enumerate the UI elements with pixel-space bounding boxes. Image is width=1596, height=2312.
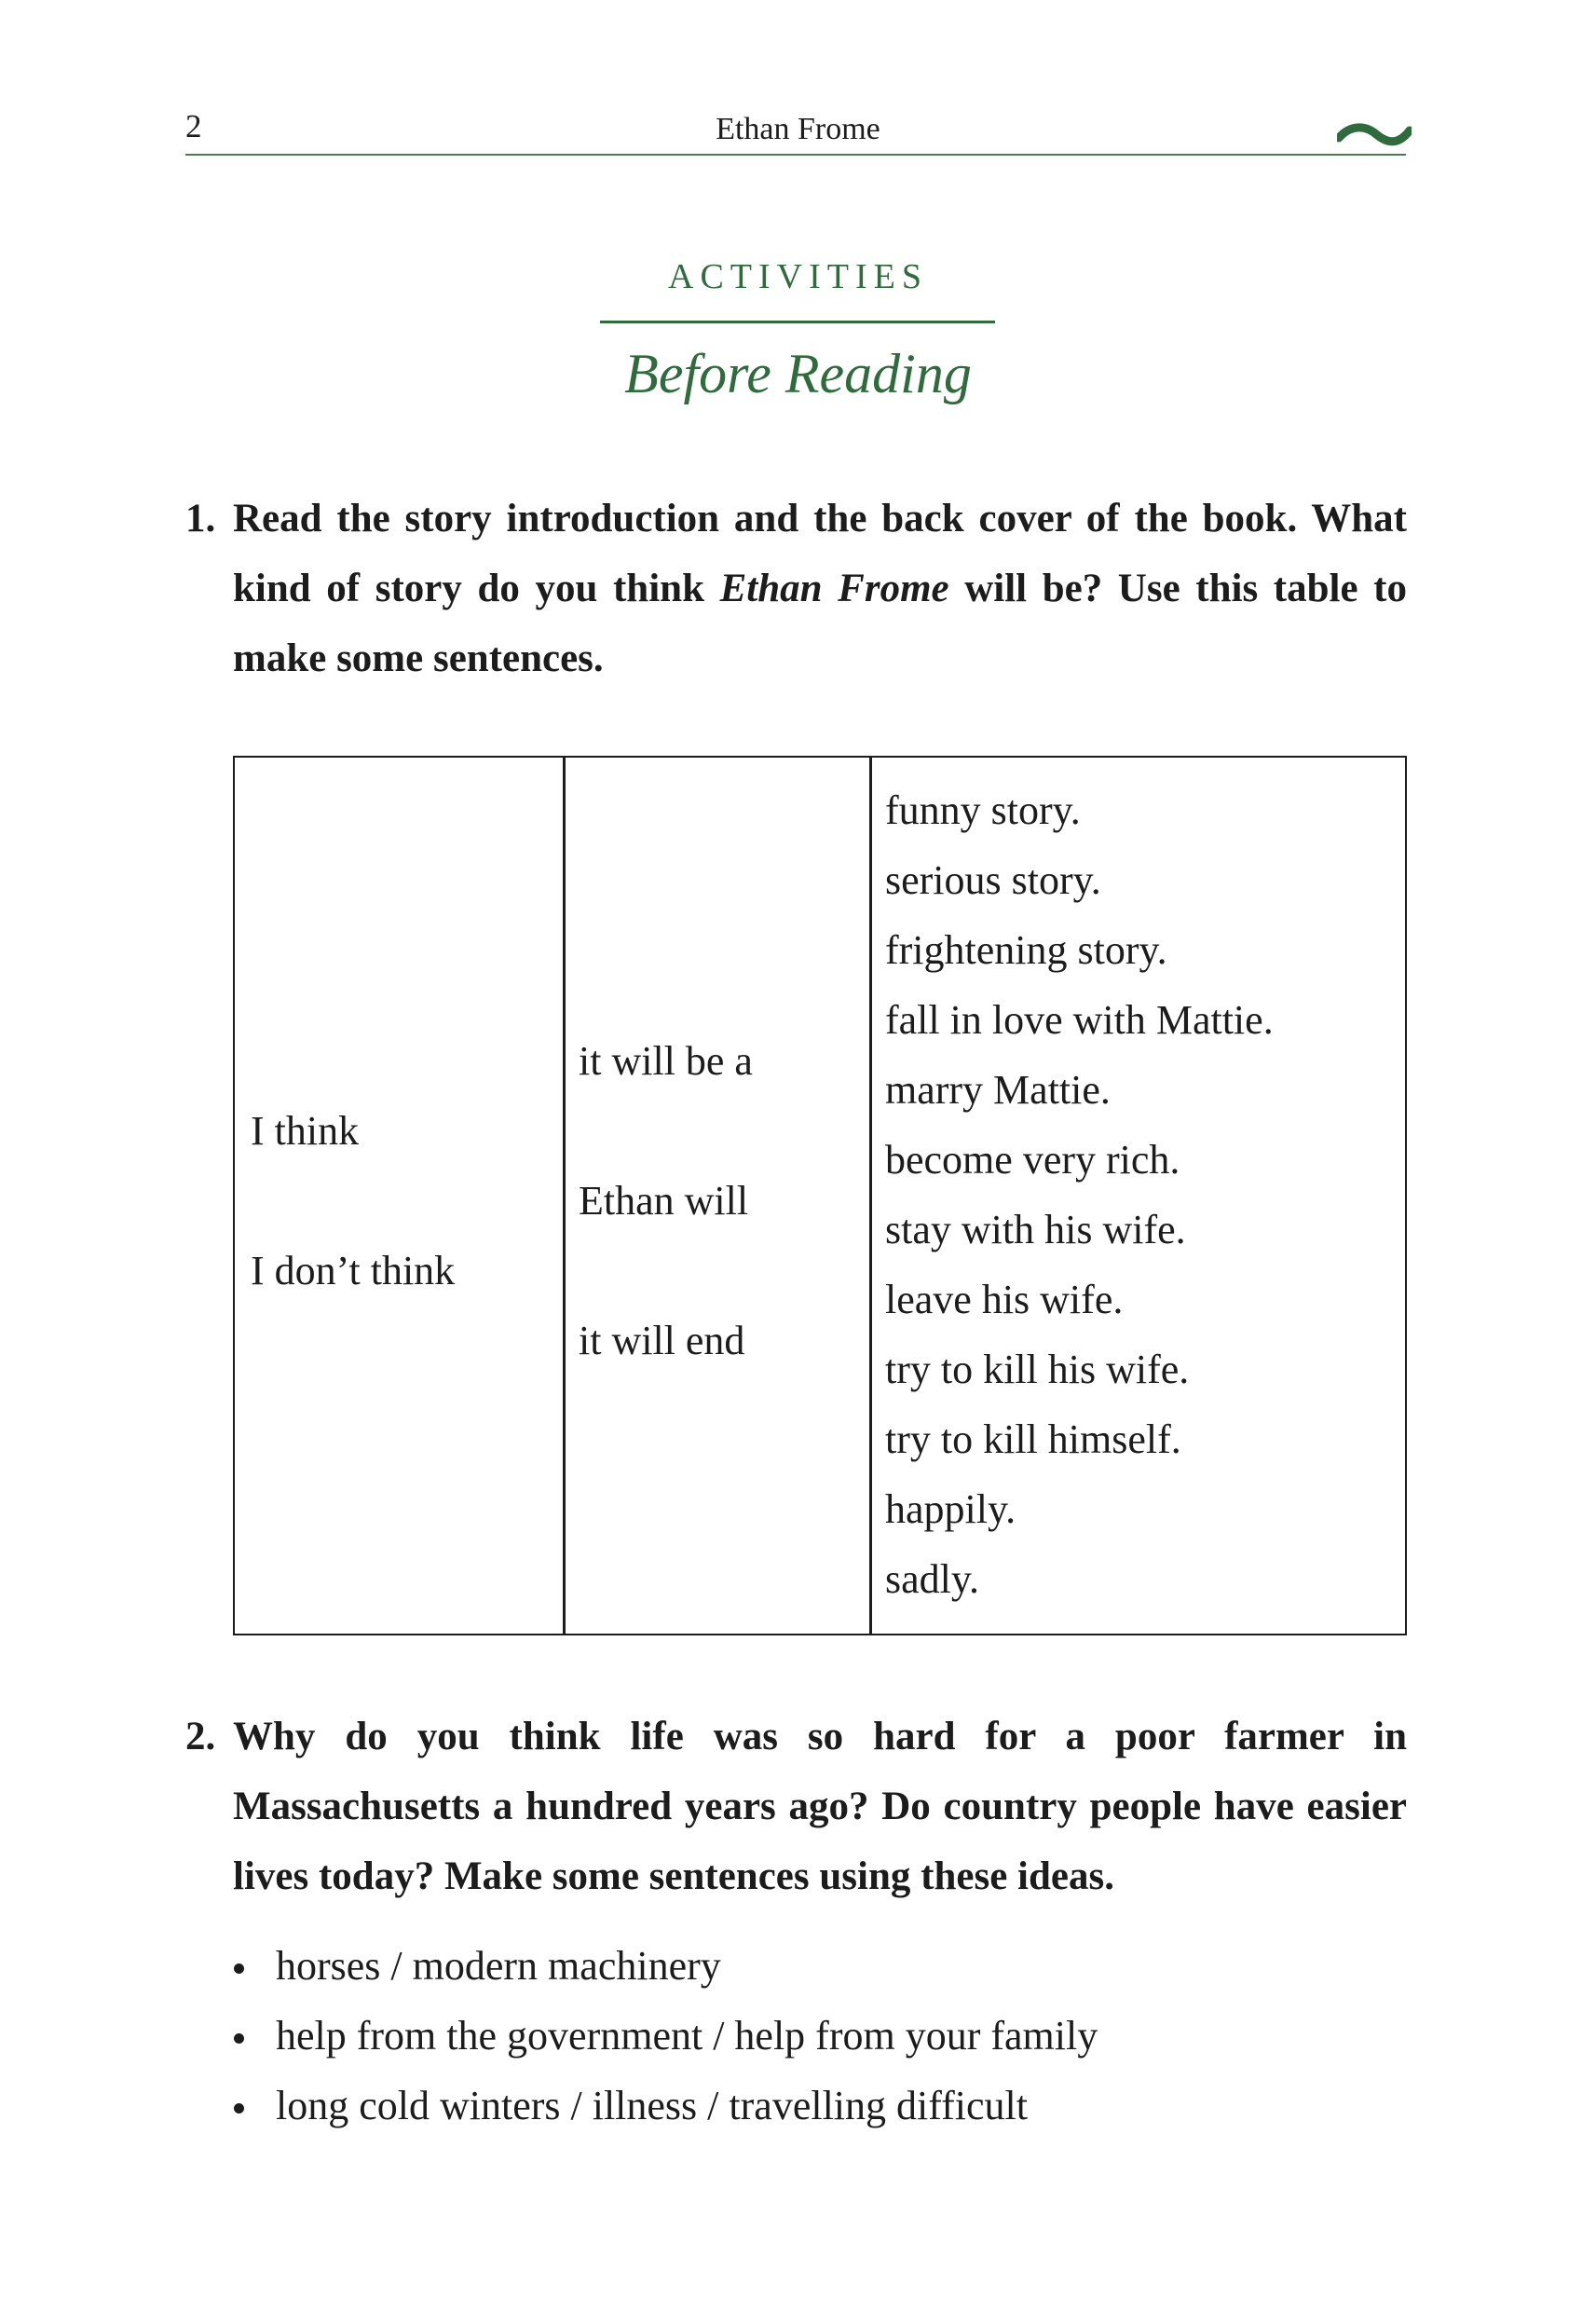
table-cell-ending: become very rich. [885, 1137, 1180, 1183]
bullet-icon [234, 2103, 244, 2114]
list-item [232, 2071, 1098, 2141]
table-cell-opinion: I don’t think [251, 1248, 456, 1293]
table-cell-ending: sadly. [885, 1556, 980, 1602]
table-cell-ending: funny story. [885, 787, 1081, 833]
table-cell-ending: fall in love with Mattie. [885, 997, 1274, 1043]
table-cell-subject: it will end [579, 1318, 745, 1363]
bullet-icon [234, 1963, 244, 1974]
wave-icon [1337, 119, 1412, 151]
idea-text: horses / modern machinery [276, 1943, 721, 1989]
question-1 [185, 484, 1407, 693]
table-cell-ending: frightening story. [885, 927, 1167, 973]
header-rule [185, 154, 1406, 156]
list-item [232, 1931, 1098, 2001]
section-heading: ACTIVITIES [668, 257, 928, 296]
bullet-icon [234, 2033, 244, 2044]
list-item [232, 2001, 1098, 2071]
question-2 [185, 1702, 1407, 1911]
ideas-list [232, 1931, 1098, 2141]
table-divider [563, 758, 566, 1634]
table-cell-ending: try to kill his wife. [885, 1347, 1190, 1392]
question-number: 1. [185, 497, 216, 540]
sub-heading: Before Reading [624, 343, 972, 404]
table-cell-subject: Ethan will [579, 1178, 749, 1224]
sentence-table [233, 756, 1407, 1635]
table-cell-ending: try to kill himself. [885, 1416, 1181, 1462]
table-divider [869, 758, 872, 1634]
table-cell-opinion: I think [251, 1108, 360, 1154]
table-cell-ending: happily. [885, 1486, 1016, 1532]
idea-text: long cold winters / illness / travelling difficult [276, 2083, 1028, 2128]
idea-text: help from the government / help from your family [276, 2013, 1098, 2059]
question-text: Why do you think life was so hard for a poor farmer in Massachusetts a hundred years ago? Do country people have easier lives today? Make some sentences using these ideas. [233, 1715, 1407, 1898]
table-cell-ending: marry Mattie. [885, 1067, 1111, 1113]
table-cell-subject: it will be a [579, 1038, 753, 1084]
table-cell-ending: stay with his wife. [885, 1207, 1186, 1252]
question-text-part: will be? Use this table to make some sentences. [233, 567, 1407, 680]
page-number: 2 [185, 108, 202, 144]
section-rule [600, 321, 995, 323]
question-text-part: Read the story introduction and the back cover of the book. What kind of story do you think [233, 497, 1407, 610]
table-cell-ending: serious story. [885, 857, 1101, 903]
question-number: 2. [185, 1715, 216, 1758]
book-title-emphasis: Ethan Frome [719, 567, 949, 610]
table-cell-ending: leave his wife. [885, 1277, 1124, 1322]
question-text [233, 484, 1407, 693]
table-endings-list [885, 775, 1274, 1614]
running-title: Ethan Frome [716, 112, 880, 146]
